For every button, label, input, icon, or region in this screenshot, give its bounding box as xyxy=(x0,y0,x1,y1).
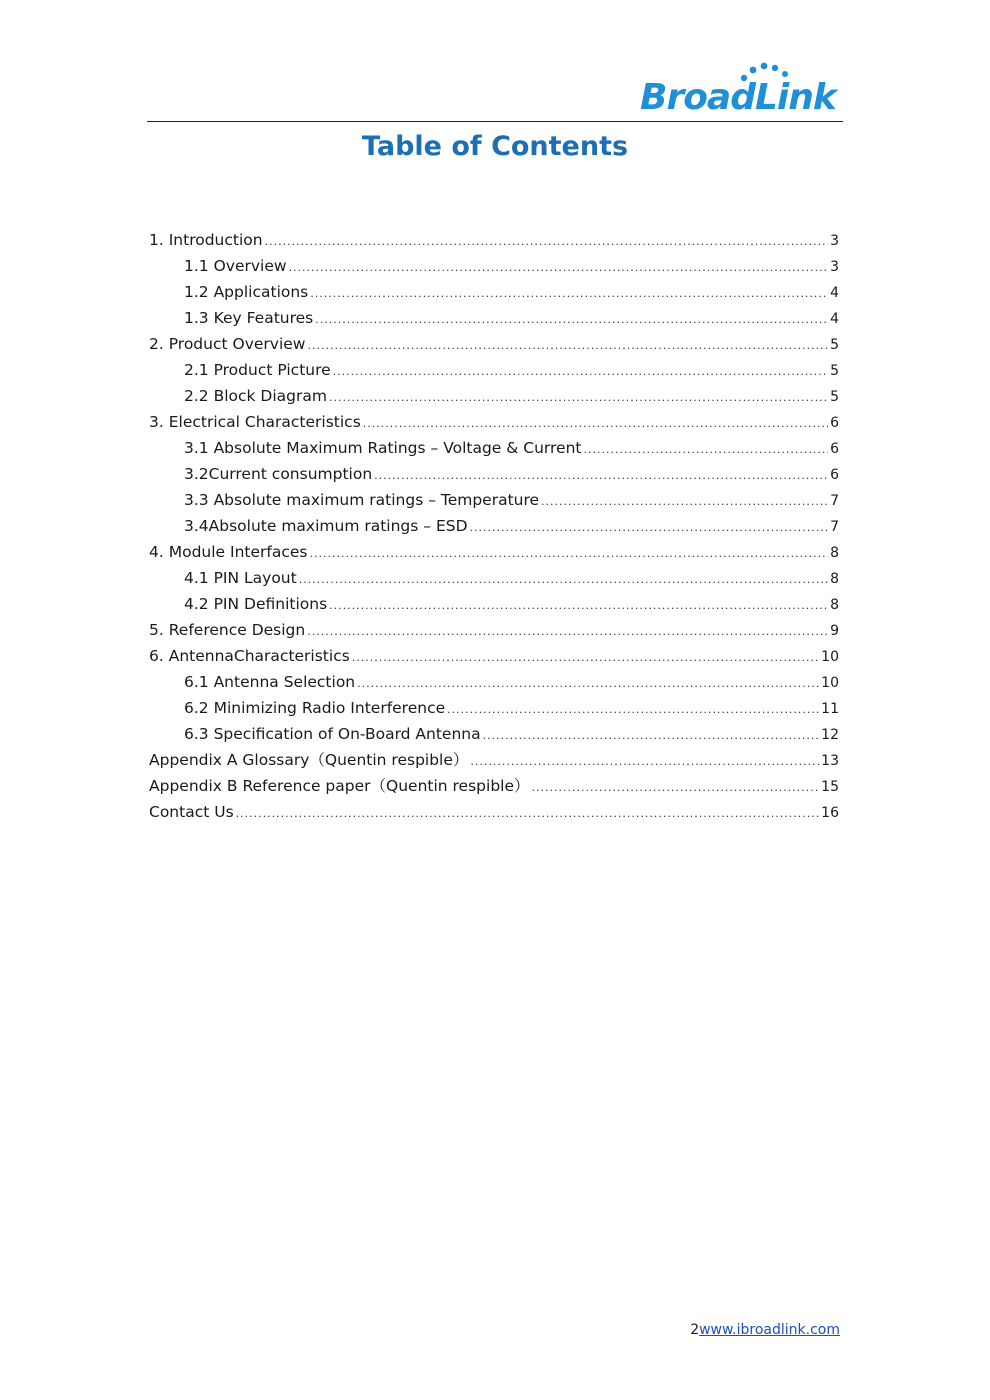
toc-entry[interactable] xyxy=(149,383,839,409)
toc-dot-leader xyxy=(310,281,828,307)
toc-entry-page-number: 15 xyxy=(821,779,839,795)
toc-dot-leader xyxy=(307,333,828,359)
toc-dot-leader xyxy=(483,723,820,749)
toc-dot-leader xyxy=(447,697,819,723)
page-title: Table of Contents xyxy=(361,131,629,162)
table-of-contents xyxy=(149,227,839,825)
toc-entry-page-number: 3 xyxy=(830,259,839,275)
toc-dot-leader xyxy=(470,749,819,775)
toc-entry-page-number: 5 xyxy=(830,363,839,379)
toc-entry[interactable] xyxy=(149,357,839,383)
toc-entry-page-number: 12 xyxy=(821,727,839,743)
toc-entry-label: 4. Module Interfaces xyxy=(149,543,308,561)
toc-entry-page-number: 6 xyxy=(830,441,839,457)
toc-entry-label: 2. Product Overview xyxy=(149,335,306,353)
toc-entry[interactable] xyxy=(149,565,839,591)
toc-entry-label: 1. Introduction xyxy=(149,231,263,249)
toc-entry-label: 3.4Absolute maximum ratings – ESD xyxy=(184,517,468,535)
toc-entry-page-number: 10 xyxy=(821,649,839,665)
toc-entry-page-number: 3 xyxy=(830,233,839,249)
toc-dot-leader xyxy=(299,567,828,593)
toc-entry-page-number: 5 xyxy=(830,337,839,353)
toc-entry-label: 2.1 Product Picture xyxy=(184,361,331,379)
toc-entry-label: 3.1 Absolute Maximum Ratings – Voltage & Current xyxy=(184,439,582,457)
toc-dot-leader xyxy=(289,255,829,281)
website-link[interactable]: www.ibroadlink.com xyxy=(699,1322,840,1338)
toc-entry-label: 3.2Current consumption xyxy=(184,465,373,483)
toc-dot-leader xyxy=(470,515,829,541)
toc-dot-leader xyxy=(357,671,819,697)
toc-entry[interactable] xyxy=(149,747,839,773)
toc-entry-page-number: 4 xyxy=(830,285,839,301)
toc-dot-leader xyxy=(584,437,829,463)
toc-entry-label: 6. AntennaCharacteristics xyxy=(149,647,350,665)
toc-dot-leader xyxy=(265,229,828,255)
page-number: 2 xyxy=(690,1322,700,1338)
toc-entry-label: 6.2 Minimizing Radio Interference xyxy=(184,699,446,717)
toc-entry-page-number: 10 xyxy=(821,675,839,691)
toc-entry[interactable] xyxy=(149,643,839,669)
toc-entry[interactable] xyxy=(149,253,839,279)
logo-text: BroadLink xyxy=(640,77,836,118)
toc-entry[interactable] xyxy=(149,409,839,435)
toc-entry-label: 1.1 Overview xyxy=(184,257,287,275)
toc-entry-label: Appendix B Reference paper（Quentin respible） xyxy=(149,777,530,795)
toc-entry-page-number: 9 xyxy=(830,623,839,639)
toc-dot-leader xyxy=(374,463,828,489)
toc-dot-leader xyxy=(541,489,828,515)
toc-entry-label: 1.2 Applications xyxy=(184,283,309,301)
toc-entry[interactable] xyxy=(149,669,839,695)
toc-entry[interactable] xyxy=(149,331,839,357)
toc-entry[interactable] xyxy=(149,513,839,539)
header-divider xyxy=(147,121,843,122)
toc-entry-page-number: 8 xyxy=(830,597,839,613)
toc-entry-page-number: 5 xyxy=(830,389,839,405)
toc-entry[interactable] xyxy=(149,773,839,799)
toc-entry[interactable] xyxy=(149,617,839,643)
toc-entry-label: 4.1 PIN Layout xyxy=(184,569,297,587)
toc-entry-page-number: 8 xyxy=(830,545,839,561)
toc-dot-leader xyxy=(363,411,828,437)
toc-entry-label: 6.3 Specification of On-Board Antenna xyxy=(184,725,481,743)
toc-dot-leader xyxy=(532,775,820,801)
toc-entry[interactable] xyxy=(149,487,839,513)
toc-dot-leader xyxy=(329,593,828,619)
toc-dot-leader xyxy=(333,359,828,385)
toc-entry[interactable] xyxy=(149,721,839,747)
toc-entry-page-number: 16 xyxy=(821,805,839,821)
toc-entry-label: 3. Electrical Characteristics xyxy=(149,413,361,431)
toc-entry[interactable] xyxy=(149,695,839,721)
toc-dot-leader xyxy=(307,619,828,645)
toc-entry[interactable] xyxy=(149,591,839,617)
toc-dot-leader xyxy=(329,385,828,411)
toc-entry-label: 1.3 Key Features xyxy=(184,309,314,327)
toc-entry-label: 2.2 Block Diagram xyxy=(184,387,327,405)
toc-entry-label: Contact Us xyxy=(149,803,234,821)
toc-entry-label: 4.2 PIN Definitions xyxy=(184,595,328,613)
toc-entry-page-number: 13 xyxy=(821,753,839,769)
toc-dot-leader xyxy=(352,645,819,671)
toc-dot-leader xyxy=(315,307,828,333)
toc-entry[interactable] xyxy=(149,435,839,461)
toc-entry[interactable] xyxy=(149,539,839,565)
toc-entry-page-number: 6 xyxy=(830,415,839,431)
toc-entry[interactable] xyxy=(149,227,839,253)
toc-entry-page-number: 7 xyxy=(830,519,839,535)
toc-entry-label: 6.1 Antenna Selection xyxy=(184,673,356,691)
toc-entry[interactable] xyxy=(149,461,839,487)
toc-entry-label: 3.3 Absolute maximum ratings – Temperature xyxy=(184,491,540,509)
toc-entry[interactable] xyxy=(149,279,839,305)
page-footer xyxy=(0,1322,840,1338)
toc-entry-label: 5. Reference Design xyxy=(149,621,306,639)
toc-entry[interactable] xyxy=(149,305,839,331)
broadlink-logo xyxy=(640,58,840,116)
toc-entry-page-number: 4 xyxy=(830,311,839,327)
toc-entry-page-number: 11 xyxy=(821,701,839,717)
toc-entry[interactable] xyxy=(149,799,839,825)
toc-dot-leader xyxy=(236,801,820,827)
toc-entry-page-number: 8 xyxy=(830,571,839,587)
toc-entry-page-number: 7 xyxy=(830,493,839,509)
toc-dot-leader xyxy=(309,541,828,567)
toc-entry-label: Appendix A Glossary（Quentin respible） xyxy=(149,751,469,769)
toc-entry-page-number: 6 xyxy=(830,467,839,483)
